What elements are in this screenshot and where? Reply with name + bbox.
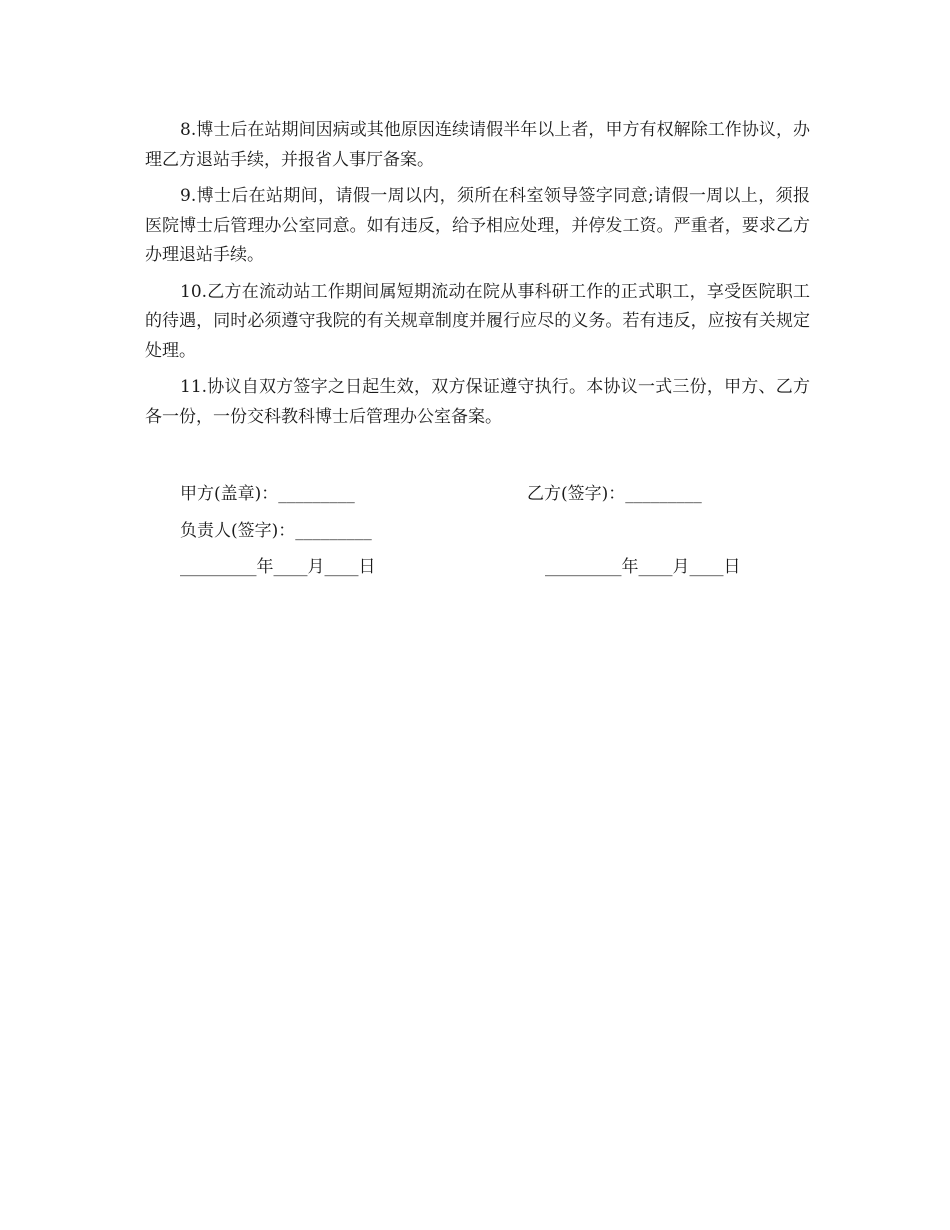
responsible-person-signature-line: 负责人(签字)：_________ <box>180 521 372 541</box>
party-a-seal-line: 甲方(盖章)：_________ <box>180 484 355 504</box>
clause-8: 8.博士后在站期间因病或其他原因连续请假半年以上者，甲方有权解除工作协议，办理乙方退站手续，并报省人事厅备案。 <box>145 120 810 170</box>
clause-10: 10.乙方在流动站工作期间属短期流动在院从事科研工作的正式职工，享受医院职工的待遇，同时必须遵守我院的有关规章制度并履行应尽的义务。若有违反，应按有关规定处理。 <box>145 281 810 361</box>
clause-11: 11.协议自双方签字之日起生效，双方保证遵守执行。本协议一式三份，甲方、乙方各一份，一份交科教科博士后管理办公室备案。 <box>145 377 810 427</box>
clause-9: 9.博士后在站期间，请假一周以内，须所在科室领导签字同意;请假一周以上，须报医院博士后管理办公室同意。如有违反，给予相应处理，并停发工资。严重者，要求乙方办理退站手续。 <box>145 186 810 265</box>
party-b-date-line: _________年____月____日 <box>545 557 741 577</box>
party-a-date-line: _________年____月____日 <box>180 557 376 577</box>
agreement-body <box>145 116 810 439</box>
party-b-signature-line: 乙方(签字)：_________ <box>527 484 702 504</box>
